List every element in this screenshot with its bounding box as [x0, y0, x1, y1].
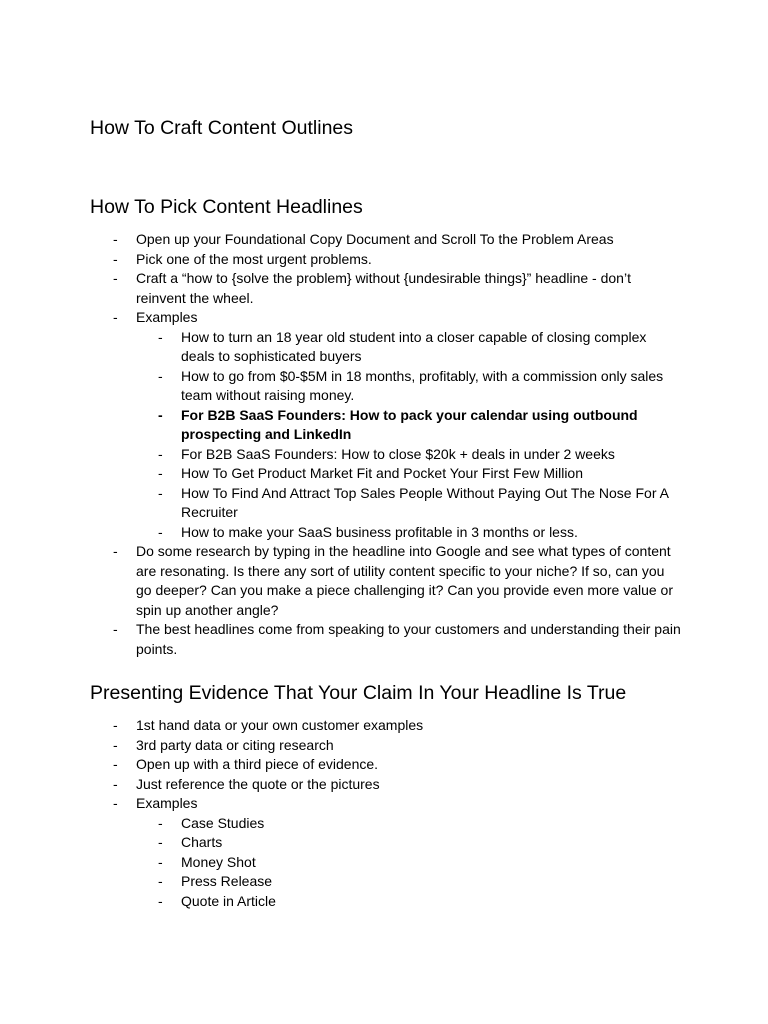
list-bullet: - — [113, 736, 118, 753]
section-heading-evidence: Presenting Evidence That Your Claim In Your Headline Is True — [90, 682, 627, 704]
sub-list-item — [0, 445, 683, 465]
headline-steps-list — [0, 230, 768, 659]
list-bullet: - — [158, 328, 163, 345]
list-item — [0, 736, 683, 756]
list-bullet: - — [113, 309, 118, 325]
section-heading-headlines: How To Pick Content Headlines — [90, 196, 363, 218]
list-item-text: Open up with a third piece of evidence. — [136, 756, 379, 772]
list-item-text: How To Find And Attract Top Sales People Without Paying Out The Nose For A Recruiter — [181, 484, 669, 520]
list-bullet: - — [158, 853, 163, 870]
list-bullet: - — [158, 465, 163, 481]
list-bullet: - — [158, 814, 163, 831]
list-item-text: Money Shot — [181, 853, 256, 870]
list-item-text: How To Get Product Market Fit and Pocket Your First Few Million — [181, 465, 584, 481]
list-item-text: How to make your SaaS business profitable in 3 months or less. — [181, 523, 578, 540]
sub-list-item — [0, 872, 683, 892]
sub-list-item — [0, 833, 683, 853]
sub-list-item — [0, 523, 683, 543]
sub-list-item — [0, 892, 683, 912]
list-item — [0, 269, 683, 308]
sub-list-item — [0, 464, 683, 484]
list-item-text: Open up your Foundational Copy Document and Scroll To the Problem Areas — [136, 231, 614, 247]
list-bullet: - — [113, 543, 118, 559]
list-item — [0, 794, 683, 814]
list-bullet: - — [113, 621, 118, 637]
sub-list-item — [0, 367, 683, 406]
list-bullet: - — [113, 231, 118, 247]
list-bullet: - — [158, 484, 163, 501]
list-item-text: Do some research by typing in the headline into Google and see what types of content are resonating. Is there any sort of utility content specific to your niche? If so, can you go deeper? Can you make a piece challenging it? Can you provide even more value or spin up another angle? — [136, 543, 674, 618]
evidence-list — [0, 716, 768, 911]
list-item-text: Quote in Article — [181, 892, 276, 909]
sub-list-item — [0, 814, 683, 834]
sub-list-item — [0, 328, 683, 367]
list-item — [0, 716, 683, 736]
list-item-text: Examples — [136, 795, 198, 811]
list-item-text: Craft a “how to {solve the problem} without {undesirable things}” headline - don’t reinvent the wheel. — [136, 270, 631, 306]
list-item — [0, 308, 683, 328]
list-bullet: - — [158, 406, 163, 423]
list-item — [0, 620, 683, 659]
list-bullet: - — [113, 717, 118, 733]
list-bullet: - — [113, 270, 118, 286]
sub-list-item — [0, 484, 683, 523]
list-item-text: 1st hand data or your own customer examples — [136, 717, 424, 733]
sub-list-item-bold — [0, 406, 683, 445]
list-item-text: Examples — [136, 309, 198, 325]
list-item-text: For B2B SaaS Founders: How to pack your calendar using outbound prospecting and LinkedIn — [181, 406, 638, 442]
list-item-text: Case Studies — [181, 814, 265, 831]
list-item — [0, 542, 683, 620]
list-item-text: How to turn an 18 year old student into a closer capable of closing complex deals to sophisticated buyers — [181, 328, 647, 364]
list-item-text: For B2B SaaS Founders: How to close $20k + deals in under 2 weeks — [181, 445, 615, 462]
list-bullet: - — [158, 445, 163, 462]
list-item-text: Press Release — [181, 873, 273, 889]
list-item — [0, 755, 683, 775]
list-bullet: - — [113, 756, 118, 772]
list-item-text: How to go from $0-$5M in 18 months, profitably, with a commission only sales team without raising money. — [181, 367, 664, 403]
list-bullet: - — [113, 250, 118, 267]
list-item-text: 3rd party data or citing research — [136, 736, 334, 753]
list-bullet: - — [158, 523, 163, 540]
list-bullet: - — [113, 795, 118, 811]
list-item-text: The best headlines come from speaking to your customers and understanding their pain points. — [136, 621, 681, 657]
sub-list-item — [0, 853, 683, 873]
list-item — [0, 230, 683, 250]
list-item — [0, 250, 683, 270]
list-item-text: Just reference the quote or the pictures — [136, 775, 380, 792]
list-bullet: - — [158, 873, 163, 889]
list-item — [0, 775, 683, 795]
document-title: How To Craft Content Outlines — [90, 117, 354, 139]
list-item-text: Pick one of the most urgent problems. — [136, 250, 372, 267]
list-bullet: - — [158, 367, 163, 384]
list-bullet: - — [158, 834, 163, 850]
list-bullet: - — [113, 775, 118, 792]
list-bullet: - — [158, 892, 163, 909]
list-item-text: Charts — [181, 834, 223, 850]
